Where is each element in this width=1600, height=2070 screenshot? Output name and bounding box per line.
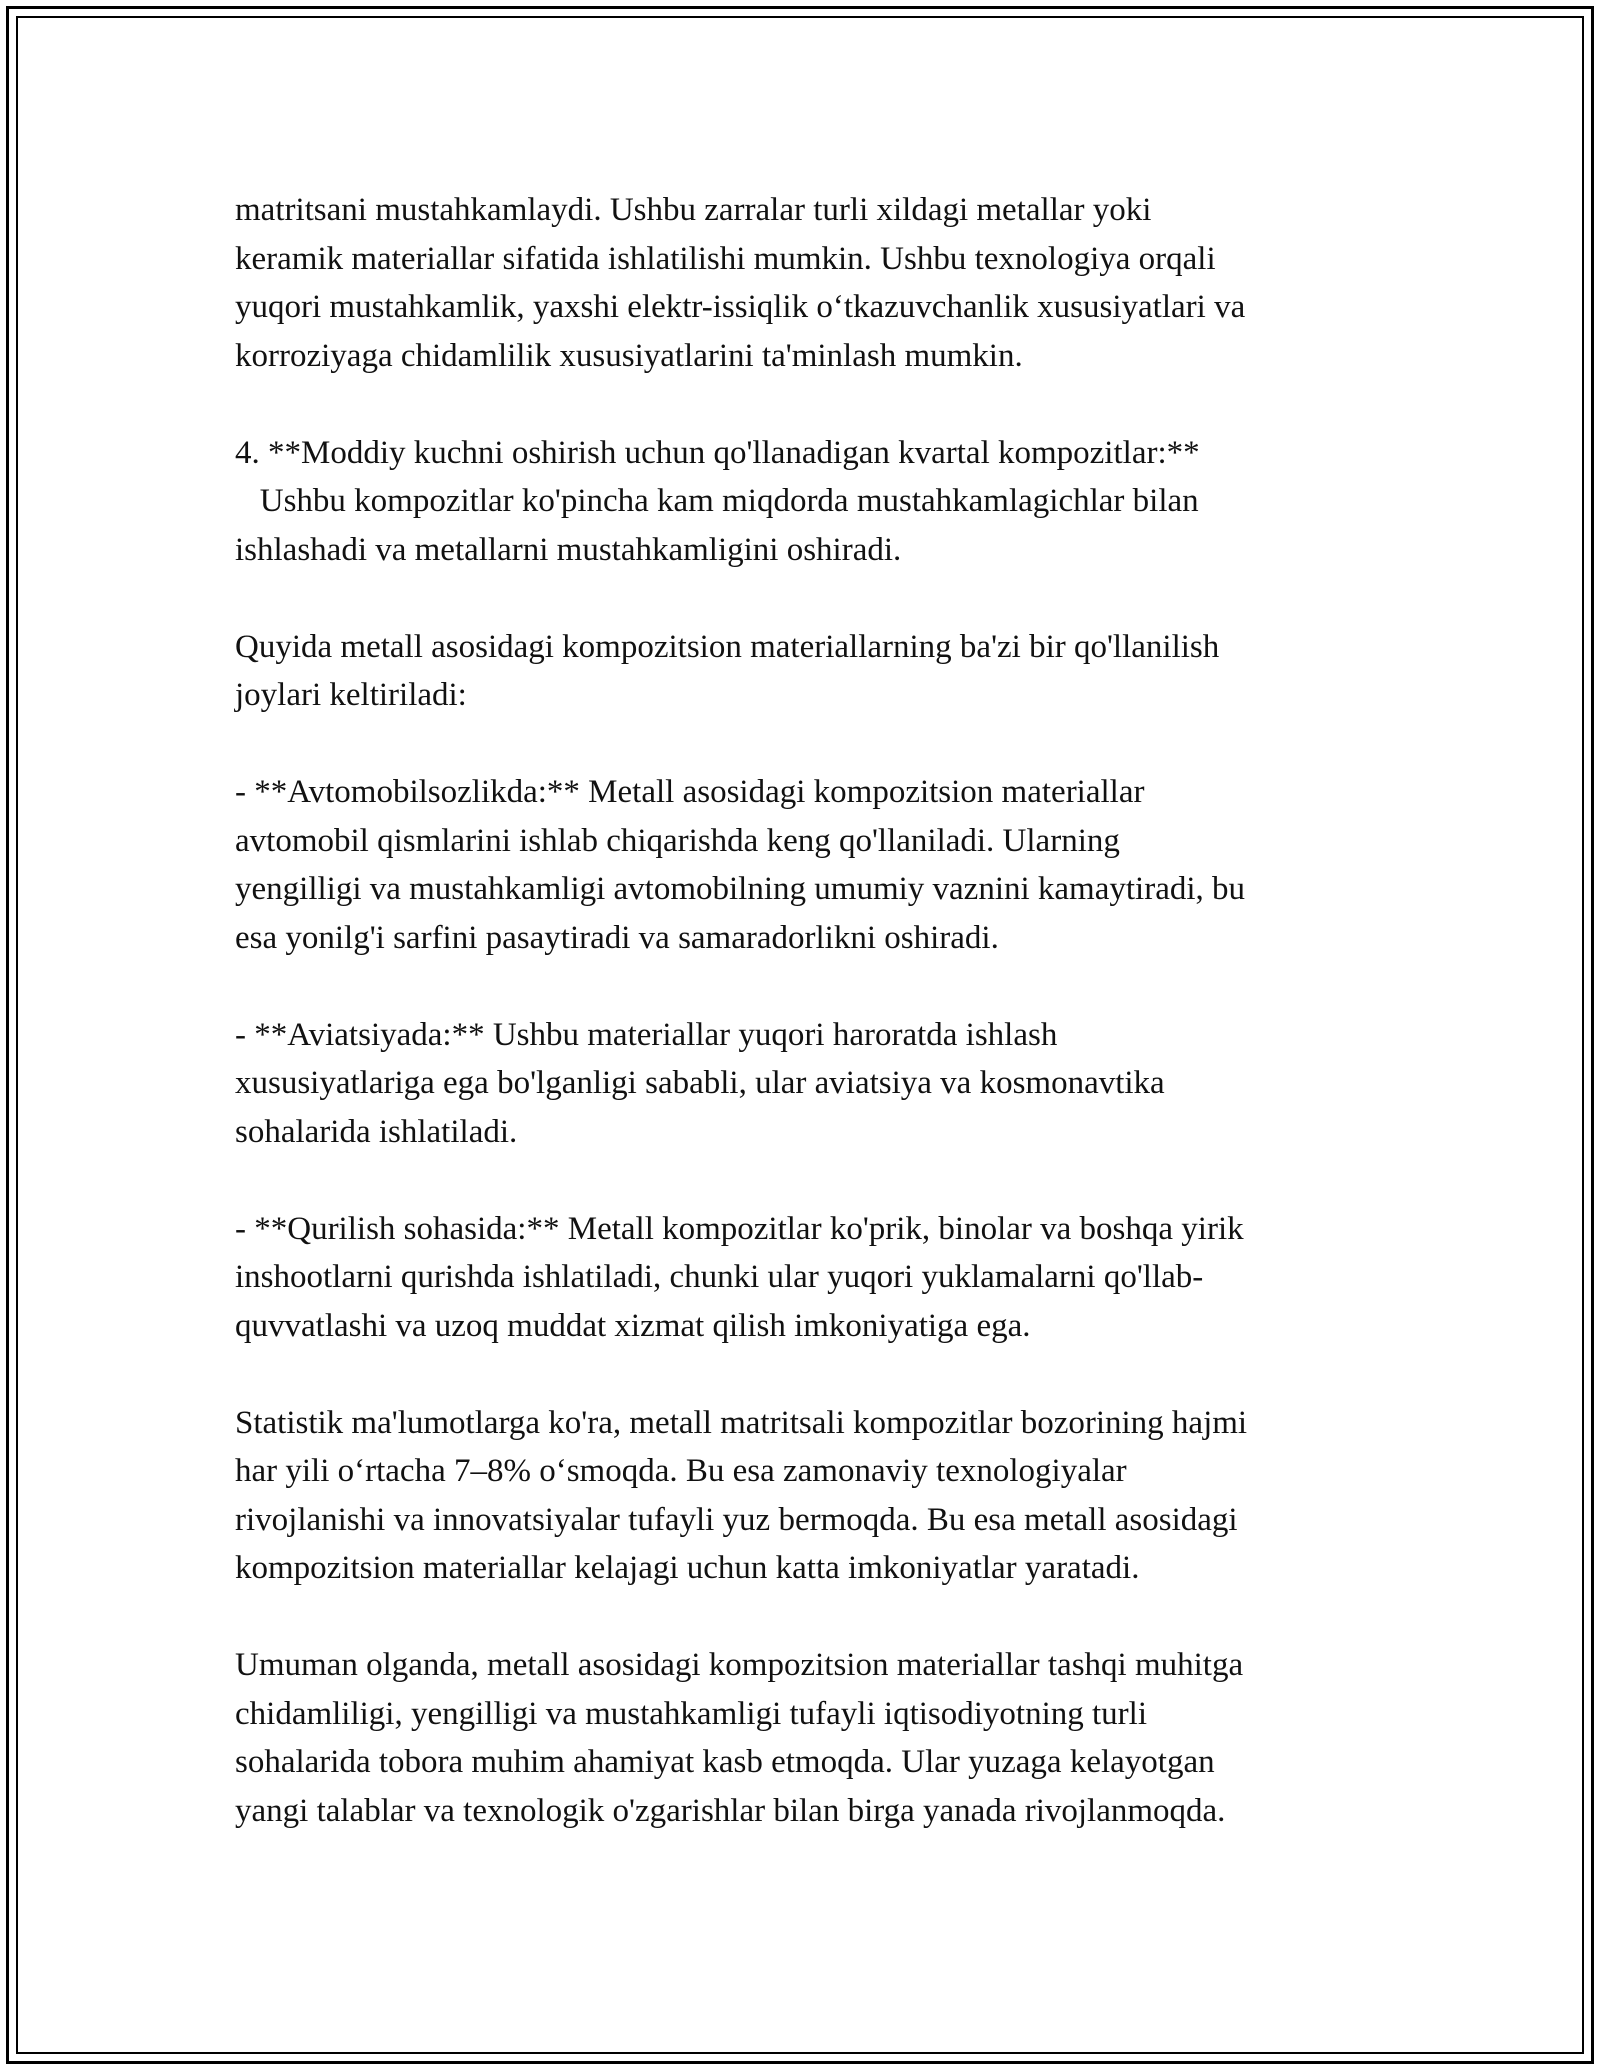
paragraph-conclusion: Umuman olganda, metall asosidagi kompozitsion materiallar tashqi muhitga chidamliligi, yengilligi va mustahkamligi tufayli iqtisodiyotning turli sohalarida tobora muhim ahamiyat kasb etmoqda. Ular yuzaga kelayotgan yangi talablar va texnologik o'zgarishlar bilan birga yanada rivojlanmoqda. (235, 1647, 1244, 1829)
paragraph-reinforcement-particles: matritsani mustahkamlaydi. Ushbu zarralar turli xildagi metallar yoki keramik materiallar sifatida ishlatilishi mumkin. Ushbu texnologiya orqali yuqori mustahkamlik, yaxshi elektr-issiqlik o‘tkazuvchanlik xususiyatlari va korroziyaga chidamlilik xususiyatlarini ta'minlash mumkin. (235, 192, 1246, 374)
paragraph-construction: - **Qurilish sohasida:** Metall kompozitlar ko'prik, binolar va boshqa yirik inshootlarni qurishda ishlatiladi, chunki ular yuqori yuklamalarni qo'llab- quvvatlashi va uzoq muddat xizmat qilish imkoniyatiga ega. (235, 1210, 1244, 1344)
paragraph-statistics: Statistik ma'lumotlarga ko'ra, metall matritsali kompozitlar bozorining hajmi har yili o‘rtacha 7–8% o‘smoqda. Bu esa zamonaviy texnologiyalar rivojlanishi va innovatsiyalar tufayli yuz bermoqda. Bu esa metall asosidagi kompozitsion materiallar kelajagi uchun katta imkoniyatlar yaratadi. (235, 1404, 1248, 1586)
paragraph-automotive: - **Avtomobilsozlikda:** Metall asosidagi kompozitsion materiallar avtomobil qismlarini ishlab chiqarishda keng qo'llaniladi. Ularning yengilligi va mustahkamligi avtomobilning umumiy vaznini kamaytiradi, bu esa yonilg'i sarfini pasaytiradi va samaradorlikni oshiradi. (235, 774, 1246, 956)
paragraph-applications-intro: Quyida metall asosidagi kompozitsion materiallarning ba'zi bir qo'llanilish joylari keltiriladi: (235, 628, 1220, 713)
document-body (235, 186, 1375, 1884)
paragraph-aviation: - **Aviatsiyada:** Ushbu materiallar yuqori haroratda ishlash xususiyatlariga ega bo'lganligi sababli, ular aviatsiya va kosmonavtika sohalarida ishlatiladi. (235, 1016, 1165, 1150)
paragraph-quarter-composites: 4. **Moddiy kuchni oshirish uchun qo'llanadigan kvartal kompozitlar:** Ushbu kompozitlar ko'pincha kam miqdorda mustahkamlagichlar bilan ishlashadi va metallarni mustahkamligini oshiradi. (235, 434, 1200, 568)
